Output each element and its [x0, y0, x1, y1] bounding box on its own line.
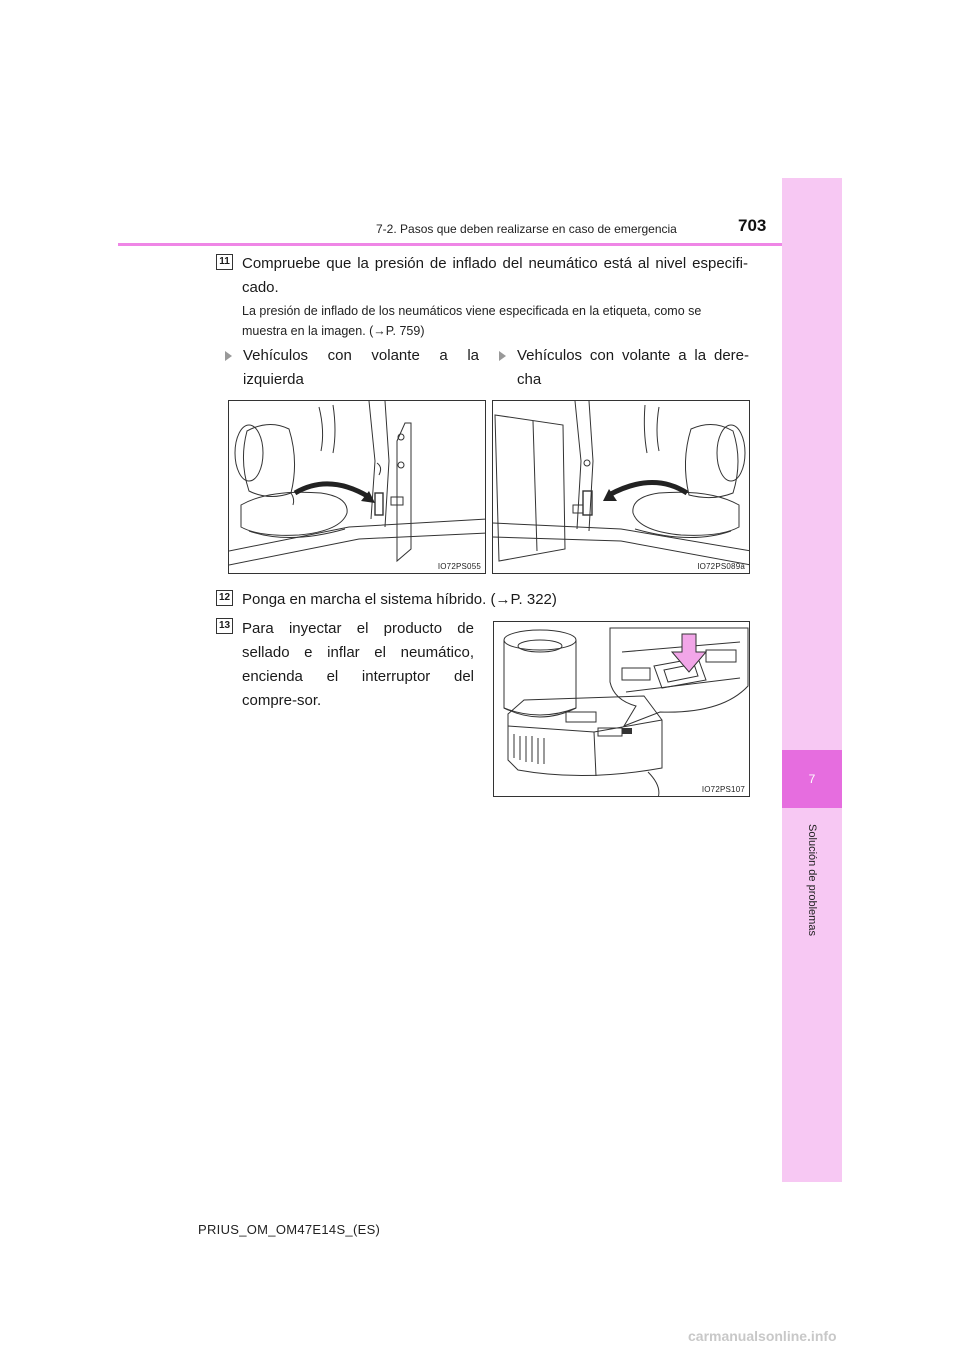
step-11-note: La presión de inflado de los neumáticos viene especificada en la etiqueta, como se muestra en la imagen. (→P. 759) — [242, 304, 702, 338]
figure-code-compressor: IO72PS107 — [701, 785, 745, 794]
door-pillar-illustration-lhd — [229, 401, 486, 574]
triangle-bullet-icon — [499, 351, 506, 361]
step-13-text: Para inyectar el producto de sellado e inflar el neumático, encienda el interruptor del compre-sor. — [242, 620, 474, 709]
figure-compressor-switch — [493, 621, 750, 797]
figure-door-label-rhd — [492, 400, 750, 574]
page-number: 703 — [738, 216, 767, 235]
compressor-illustration — [494, 622, 750, 797]
section-title: 7-2. Pasos que deben realizarse en caso de emergencia — [376, 222, 677, 236]
watermark: carmanualsonline.info — [688, 1328, 837, 1344]
figure-code-left: IO72PS055 — [437, 562, 481, 571]
figure-door-label-lhd — [228, 400, 486, 574]
step-12-text: Ponga en marcha el sistema híbrido. (→P. 322) — [242, 591, 557, 608]
chapter-title-label: Solución de problemas — [806, 824, 818, 936]
step-badge-12: 12 — [216, 590, 233, 606]
step-badge-11: 11 — [216, 254, 233, 270]
chapter-number-tab[interactable]: 7 — [782, 750, 842, 808]
door-pillar-illustration-rhd — [493, 401, 750, 574]
chapter-side-tab — [782, 178, 842, 1182]
variant-right-hand-drive: Vehículos con volante a la dere-cha — [517, 344, 749, 392]
variant-left-hand-drive: Vehículos con volante a la izquierda — [243, 344, 479, 392]
figure-code-right: IO72PS089a — [697, 562, 745, 571]
step-11-text: Compruebe que la presión de inflado del neumático está al nivel especifi-cado. — [242, 255, 748, 296]
triangle-bullet-icon — [225, 351, 232, 361]
step-badge-13: 13 — [216, 618, 233, 634]
header-divider — [118, 243, 782, 246]
footer-model-code: PRIUS_OM_OM47E14S_(ES) — [198, 1222, 381, 1237]
